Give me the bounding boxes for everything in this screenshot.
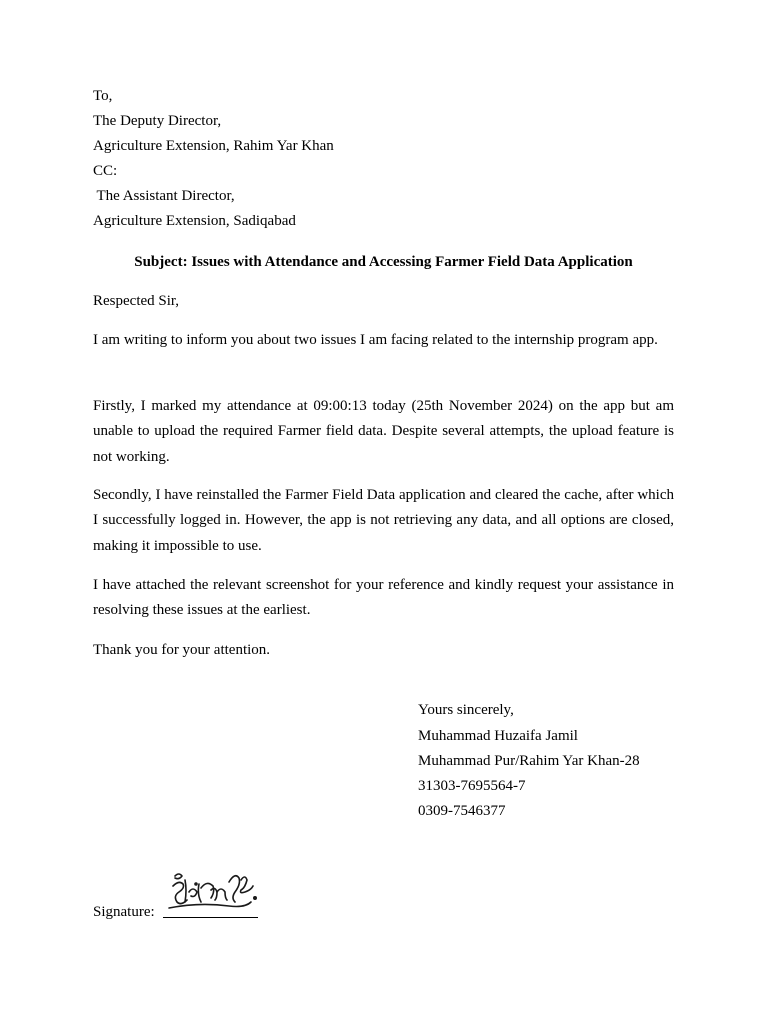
sender-cnic: 31303-7695564-7 <box>418 778 526 794</box>
sender-phone: 0309-7546377 <box>418 803 506 819</box>
cc-label: CC: <box>93 163 118 179</box>
subject-line: Subject: Issues with Attendance and Accessing Farmer Field Data Application <box>134 254 633 270</box>
to-line: To, <box>93 88 113 104</box>
cc-title: The Assistant Director, <box>93 188 235 204</box>
signature-label: Signature: <box>93 904 155 920</box>
cc-office: Agriculture Extension, Sadiqabad <box>93 213 296 229</box>
paragraph-attendance: Firstly, I marked my attendance at 09:00:13 today (25th November 2024) on the app but am unable to upload the required Farmer field data. Despite several attempts, the upload feature is not working. <box>93 398 674 465</box>
valediction: Yours sincerely, <box>418 702 514 718</box>
paragraph-request: I have attached the relevant screenshot for your reference and kindly request your assistance in resolving these issues at the earliest. <box>93 577 674 619</box>
recipient-office: Agriculture Extension, Rahim Yar Khan <box>93 138 334 154</box>
thanks-line: Thank you for your attention. <box>93 642 271 658</box>
sender-name: Muhammad Huzaifa Jamil <box>418 728 578 744</box>
sender-address: Muhammad Pur/Rahim Yar Khan-28 <box>418 753 640 769</box>
paragraph-intro: I am writing to inform you about two issues I am facing related to the internship program app. <box>93 332 658 348</box>
handwritten-signature <box>155 862 265 922</box>
paragraph-app-issue: Secondly, I have reinstalled the Farmer Field Data application and cleared the cache, after which I successfully logged in. However, the app is not retrieving any data, and all options are closed, making it impossible to use. <box>93 487 674 554</box>
recipient-title: The Deputy Director, <box>93 113 222 129</box>
salutation: Respected Sir, <box>93 293 180 309</box>
